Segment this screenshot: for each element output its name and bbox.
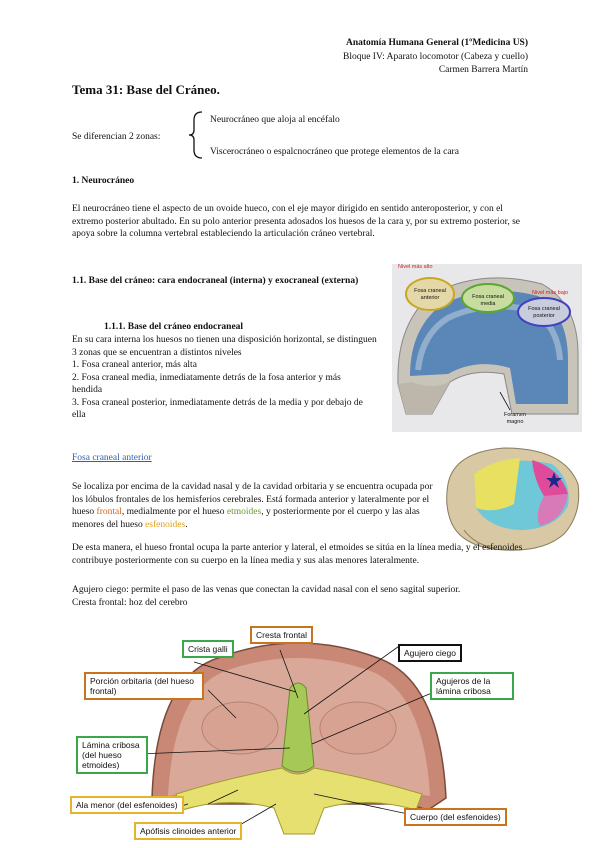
lamina-cribosa-label: Lámina cribosa (del hueso etmoides) — [76, 736, 148, 774]
agujeros-lamina-label: Agujeros de la lámina cribosa — [430, 672, 514, 700]
block-title: Bloque IV: Aparato locomotor (Cabeza y cuello) — [342, 52, 528, 62]
subsection-heading-endocraneal: 1.1.1. Base del cráneo endocraneal — [104, 322, 244, 332]
bottom-level-label: Nivel más bajo — [532, 290, 569, 296]
zone-item-neurocraneo: Neurocráneo que aloja al encéfalo — [210, 115, 340, 125]
foramen-magno-label: Foramen magno — [503, 412, 526, 425]
agujero-ciego-text: Agujero ciego: permite el paso de las venas que conectan la cavidad nasal con el seno sagital superior. — [72, 585, 461, 595]
anterior-fossa-diagram — [68, 618, 528, 848]
cuerpo-esfenoides-label: Cuerpo (del esfenoides) — [404, 808, 507, 826]
etmoides-term: etmoides — [226, 507, 262, 517]
list-item: 3. Fosa craneal posterior, inmediatamente detrás de la media y por debajo de ella — [72, 397, 363, 420]
fosa-anterior-paragraph-2: De esta manera, el hueso frontal ocupa la parte anterior y lateral, el etmoides se sitúa en la línea media, y el esfenoides contribuye posteriormente con su cuerpo en la línea media y sus alas menores lateralmente. — [72, 543, 523, 566]
skull-base-color-figure — [444, 444, 582, 554]
neurocraneo-paragraph: El neurocráneo tiene el aspecto de un ovoide hueco, con el eje mayor dirigido en sentido anteroposterior, y con el extremo posterior abultado. En su polo anterior presenta adosados los huesos de la cara y, por su extremo posterior, se apoya sobre la columna vertebral estableciendo la articulación cráneo vertebral. — [72, 204, 521, 239]
section-heading-base-craneo: 1.1. Base del cráneo: cara endocraneal (interna) y exocraneal (externa) — [72, 276, 359, 286]
course-title: Anatomía Humana General (1ºMedicina US) — [345, 38, 528, 48]
list-item: 1. Fosa craneal anterior, más alta — [72, 360, 197, 370]
porcion-orbitaria-label: Porción orbitaria (del hueso frontal) — [84, 672, 204, 700]
skull-sagittal-figure — [392, 264, 582, 432]
page-title: Tema 31: Base del Cráneo. — [72, 82, 220, 97]
fossa-list — [72, 359, 372, 422]
section-heading-neurocraneo: 1. Neurocráneo — [72, 176, 135, 186]
esfenoides-term: esfenoides — [145, 519, 186, 530]
top-level-label: Nivel más alto — [398, 264, 433, 270]
author: Carmen Barrera Martín — [438, 65, 528, 75]
fosa-anterior-link[interactable]: Fosa craneal anterior — [72, 453, 152, 463]
fossa-posterior-label: Fosa craneal posterior — [528, 306, 560, 319]
ala-menor-label: Ala menor (del esfenoides) — [70, 796, 184, 814]
frontal-term: frontal — [96, 507, 122, 517]
endocraneal-intro: En su cara interna los huesos no tienen una disposición horizontal, se distinguen 3 zonas que se encuentran a distintos niveles — [72, 335, 377, 358]
zones-intro: Se diferencian 2 zonas: — [72, 132, 161, 142]
cresta-frontal-text: Cresta frontal: hoz del cerebro — [72, 598, 188, 608]
fosa-anterior-paragraph: Se localiza por encima de la cavidad nasal y de la cavidad orbitaria y se encuentra ocupada por los lóbulos frontales de los hemisferios cerebrales. Está formada anterior y lateralmente por el hueso frontal, medialmente por el hueso etmoides, y posteriormente por el cuerpo y las alas menores del hueso esfenoides. — [72, 482, 433, 530]
fossa-anterior-label: Fosa craneal anterior — [414, 288, 446, 301]
apofisis-clinoides-label: Apófisis clinoides anterior — [134, 822, 242, 840]
zone-item-viscerocraneo: Viscerocráneo o espalcnocráneo que protege elementos de la cara — [210, 147, 459, 157]
crista-galli-label: Crista galli — [182, 640, 234, 658]
fossa-media-label: Fosa craneal media — [472, 294, 504, 307]
cresta-frontal-label: Cresta frontal — [250, 626, 313, 644]
curly-brace-icon — [188, 110, 204, 160]
agujero-ciego-label: Agujero ciego — [398, 644, 462, 662]
list-item: 2. Fosa craneal media, inmediatamente detrás de la fosa anterior y más hendida — [72, 372, 341, 395]
